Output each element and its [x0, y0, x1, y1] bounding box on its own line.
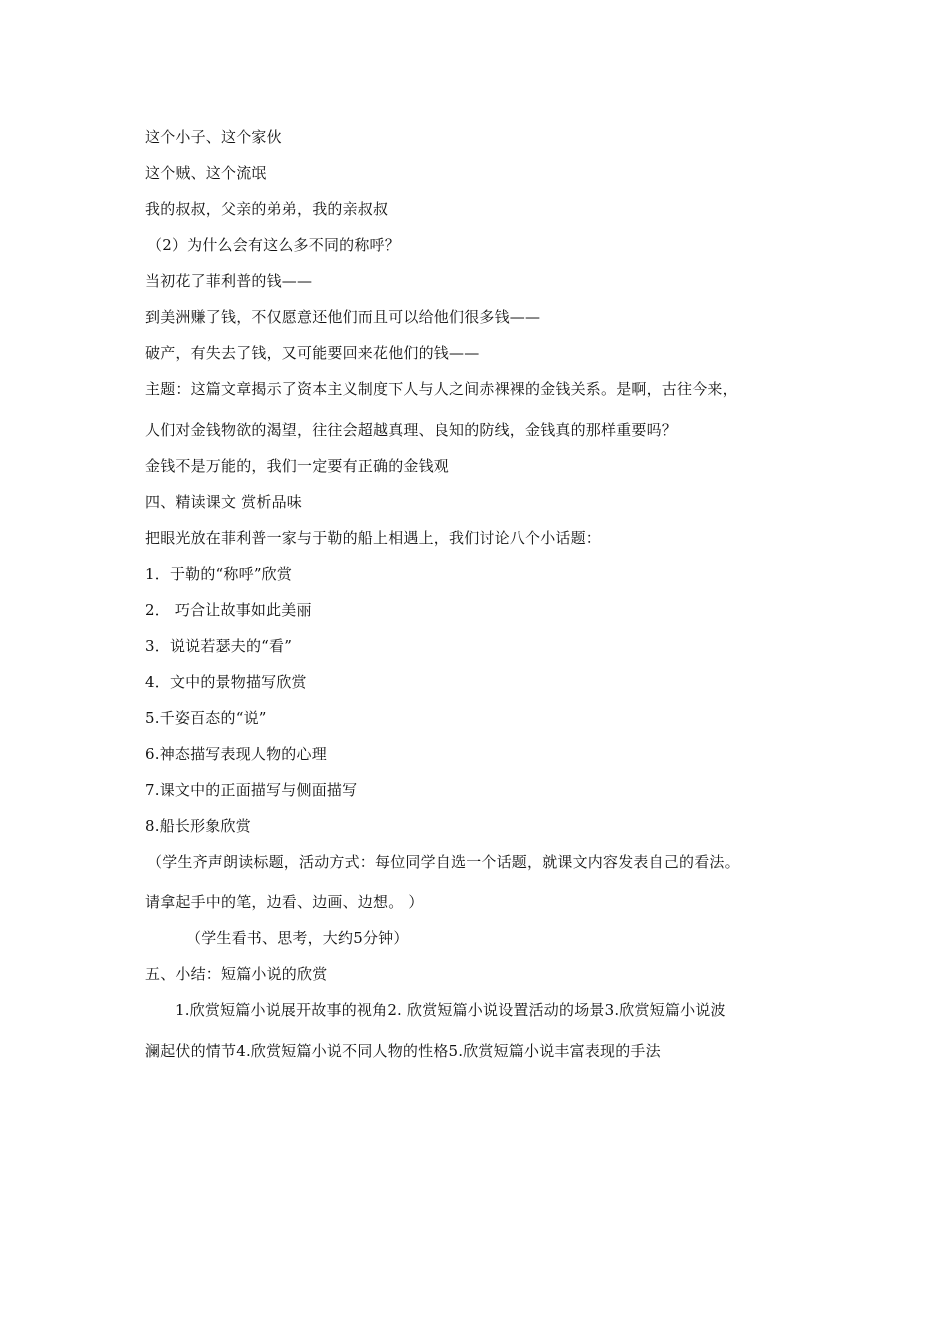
- activity-note: （学生看书、思考，大约5分钟）: [186, 929, 409, 947]
- topic-item-8: 8.船长形象欣赏: [145, 817, 251, 835]
- text-line-7: 破产，有失去了钱，又可能要回来花他们的钱——: [145, 344, 480, 362]
- text-line-6: 到美洲赚了钱，不仅愿意还他们而且可以给他们很多钱——: [145, 308, 541, 326]
- summary-paragraph-line-2: 澜起伏的情节4.欣赏短篇小说不同人物的性格5.欣赏短篇小说丰富表现的手法: [145, 1042, 661, 1060]
- text-line-5: 当初花了菲利普的钱——: [145, 272, 313, 290]
- topic-item-7: 7.课文中的正面描写与侧面描写: [145, 781, 358, 799]
- text-line-3: 我的叔叔，父亲的弟弟，我的亲叔叔: [145, 200, 389, 218]
- theme-paragraph-line-1: 主题：这篇文章揭示了资本主义制度下人与人之间赤裸裸的金钱关系。是啊，古往今来，: [145, 380, 738, 398]
- section-heading-4: 四、精读课文 赏析品味: [145, 493, 302, 511]
- text-line-10: 金钱不是万能的，我们一定要有正确的金钱观: [145, 457, 450, 475]
- activity-paragraph-line-2: 请拿起手中的笔，边看、边画、边想。 ）: [145, 893, 424, 911]
- activity-paragraph-line-1: （学生齐声朗读标题，活动方式：每位同学自选一个话题，就课文内容发表自己的看法。: [147, 853, 740, 871]
- summary-paragraph-line-1: 1.欣赏短篇小说展开故事的视角2. 欣赏短篇小说设置活动的场景3.欣赏短篇小说波: [175, 1001, 726, 1019]
- text-line-12: 把眼光放在菲利普一家与于勒的船上相遇上，我们讨论八个小话题：: [145, 529, 602, 547]
- text-line-4: （2）为什么会有这么多不同的称呼？: [147, 236, 400, 254]
- topic-item-2: 2． 巧合让故事如此美丽: [145, 601, 312, 619]
- text-line-1: 这个小子、这个家伙: [145, 128, 282, 146]
- theme-paragraph-line-2: 人们对金钱物欲的渴望，往往会超越真理、良知的防线，金钱真的那样重要吗？: [145, 421, 678, 439]
- topic-item-1: 1．于勒的“称呼”欣赏: [145, 565, 293, 583]
- topic-item-6: 6.神态描写表现人物的心理: [145, 745, 327, 763]
- section-heading-5: 五、小结：短篇小说的欣赏: [145, 965, 328, 983]
- topic-item-4: 4．文中的景物描写欣赏: [145, 673, 307, 691]
- topic-item-3: 3．说说若瑟夫的“看”: [145, 637, 293, 655]
- text-line-2: 这个贼、这个流氓: [145, 164, 267, 182]
- topic-item-5: 5.千姿百态的“说”: [145, 709, 267, 727]
